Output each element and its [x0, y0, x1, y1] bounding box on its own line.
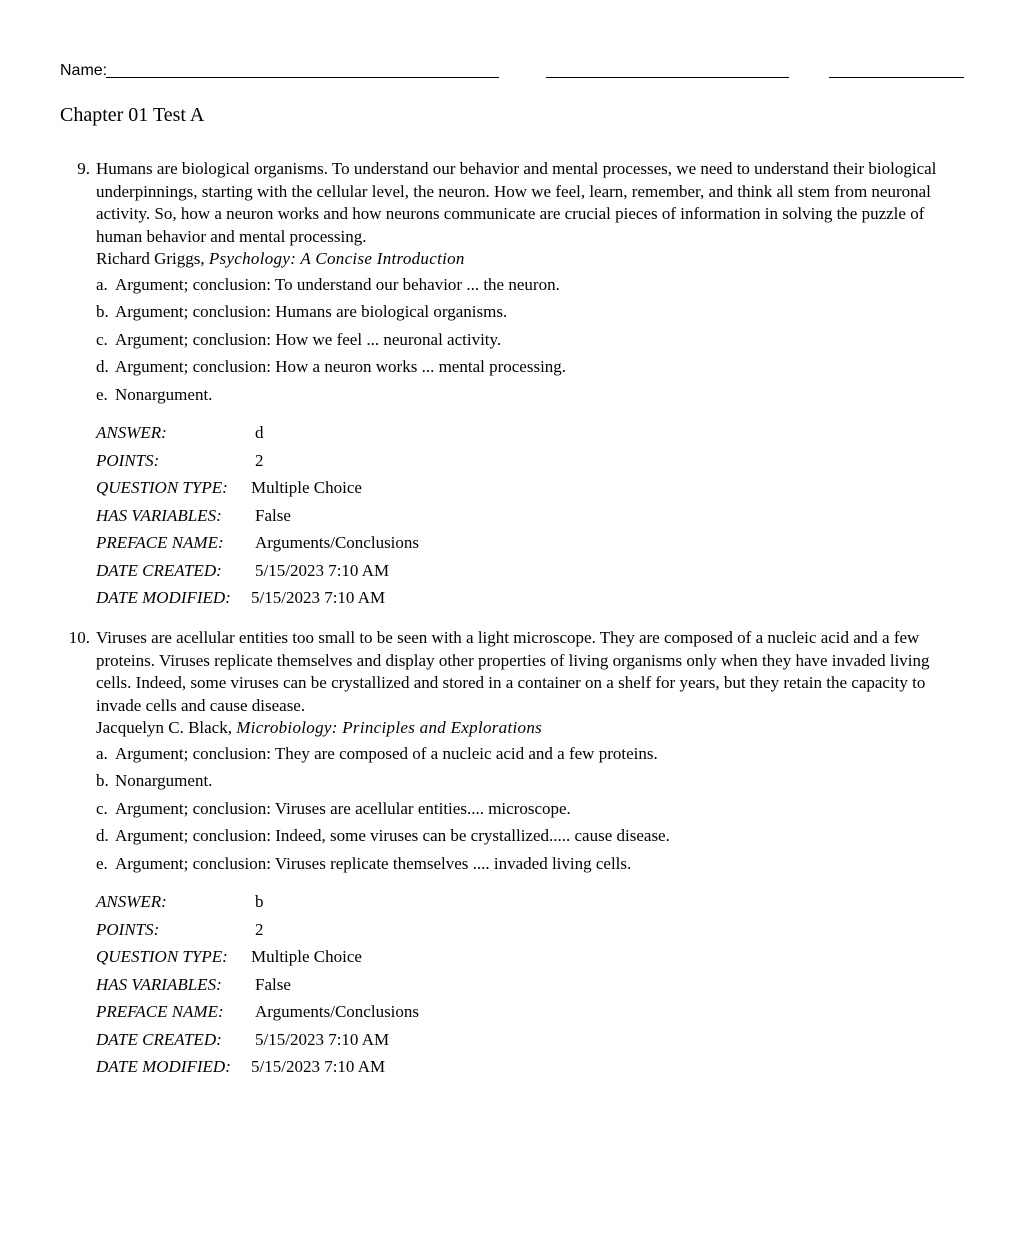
meta-label: QUESTION TYPE: [96, 947, 228, 966]
option-text: Nonargument. [115, 384, 213, 404]
option-text: Argument; conclusion: To understand our behavior ... the neuron. [115, 274, 560, 294]
question-number: 10. [68, 628, 90, 647]
blank-line-2 [546, 77, 789, 78]
meta-label: PREFACE NAME: [96, 1002, 224, 1021]
option-letter: e. [96, 384, 108, 404]
option-text: Argument; conclusion: How a neuron works ... mental processing. [115, 357, 567, 376]
meta-date-created [96, 560, 956, 588]
option-c [96, 329, 956, 357]
meta-value: 2 [255, 919, 264, 939]
option-letter: c. [96, 798, 108, 818]
meta-value: d [255, 423, 264, 442]
option-text: Argument; conclusion: Viruses are acellular entities.... microscope. [115, 798, 571, 818]
meta-label: DATE MODIFIED: [96, 1057, 231, 1076]
option-letter: e. [96, 853, 108, 873]
meta-label: HAS VARIABLES: [96, 974, 222, 994]
meta-value: b [255, 892, 264, 911]
question-body [96, 627, 956, 1084]
meta-preface-name [96, 1001, 956, 1029]
question-10 [60, 627, 960, 1084]
meta-value: 5/15/2023 7:10 AM [251, 1057, 386, 1076]
question-source [96, 248, 956, 271]
question-9 [60, 158, 960, 615]
meta-preface-name [96, 532, 956, 560]
chapter-title: Chapter 01 Test A [60, 104, 205, 126]
option-a [96, 743, 956, 771]
blank-line-3 [829, 77, 964, 78]
meta-label: DATE MODIFIED: [96, 588, 231, 607]
meta-value: 5/15/2023 7:10 AM [255, 560, 390, 580]
meta-value: 5/15/2023 7:10 AM [255, 1029, 390, 1049]
question-number: 9. [77, 159, 90, 178]
meta-has-variables [96, 505, 956, 533]
option-letter: d. [96, 826, 109, 845]
meta-has-variables [96, 974, 956, 1002]
option-letter: c. [96, 329, 108, 349]
meta-label: QUESTION TYPE: [96, 478, 228, 497]
meta-label: POINTS: [96, 919, 160, 939]
meta-label: DATE CREATED: [96, 1029, 222, 1049]
option-letter: d. [96, 357, 109, 376]
source-author: Richard Griggs, [96, 249, 209, 268]
meta-value: 2 [255, 450, 264, 470]
meta-question-type [96, 946, 956, 974]
meta-date-modified [96, 1056, 956, 1084]
question-metadata [96, 891, 956, 1084]
meta-label: HAS VARIABLES: [96, 505, 222, 525]
meta-answer [96, 891, 956, 919]
question-source [96, 717, 956, 740]
question-text: Humans are biological organisms. To understand our behavior and mental processes, we need to understand their biological underpinnings, starting with the cellular level, the neuron. How we feel, learn, remember, and think all stem from neuronal activity. So, how a neuron works and how neurons communicate are crucial pieces of information in solving the puzzle of human behavior and mental processing. [96, 159, 937, 246]
option-letter: b. [96, 771, 109, 790]
option-a [96, 274, 956, 302]
option-text: Argument; conclusion: How we feel ... neuronal activity. [115, 329, 502, 349]
meta-value: Multiple Choice [251, 947, 362, 966]
question-metadata [96, 422, 956, 615]
meta-label: PREFACE NAME: [96, 533, 224, 552]
option-d [96, 356, 956, 384]
meta-label: ANSWER: [96, 892, 167, 911]
meta-points [96, 919, 956, 947]
meta-value: 5/15/2023 7:10 AM [251, 588, 386, 607]
name-blank-line [106, 77, 499, 78]
option-letter: a. [96, 743, 108, 763]
meta-answer [96, 422, 956, 450]
name-label: Name: [60, 62, 108, 79]
meta-value: False [255, 505, 291, 525]
source-author: Jacquelyn C. Black, [96, 718, 237, 737]
meta-value: Multiple Choice [251, 478, 362, 497]
option-e [96, 384, 956, 412]
meta-value: False [255, 974, 291, 994]
options-list [96, 743, 956, 881]
name-row [60, 60, 965, 80]
meta-value: Arguments/Conclusions [255, 1002, 420, 1021]
options-list [96, 274, 956, 412]
meta-question-type [96, 477, 956, 505]
meta-label: DATE CREATED: [96, 560, 222, 580]
meta-value: Arguments/Conclusions [255, 533, 420, 552]
option-text: Argument; conclusion: Viruses replicate themselves .... invaded living cells. [115, 853, 632, 873]
meta-date-modified [96, 587, 956, 615]
option-letter: a. [96, 274, 108, 294]
meta-points [96, 450, 956, 478]
source-title: Microbiology: Principles and Explorations [236, 718, 543, 737]
option-text: Argument; conclusion: Indeed, some viruses can be crystallized..... cause disease. [115, 826, 670, 845]
meta-date-created [96, 1029, 956, 1057]
meta-label: ANSWER: [96, 423, 167, 442]
source-title: Psychology: A Concise Introduction [208, 249, 465, 268]
option-text: Nonargument. [115, 771, 213, 790]
option-e [96, 853, 956, 881]
option-letter: b. [96, 302, 109, 321]
option-c [96, 798, 956, 826]
question-text: Viruses are acellular entities too small to be seen with a light microscope. They are composed of a nucleic acid and a few proteins. Viruses replicate themselves and display other properties of living organisms only when they have invaded living cells. Indeed, some viruses can be crystallized and stored in a container on a shelf for years, but they retain the capacity to invade cells and cause disease. [96, 628, 930, 715]
option-b [96, 770, 956, 798]
meta-label: POINTS: [96, 450, 160, 470]
option-d [96, 825, 956, 853]
option-text: Argument; conclusion: They are composed of a nucleic acid and a few proteins. [115, 743, 658, 763]
option-b [96, 301, 956, 329]
question-body [96, 158, 956, 615]
option-text: Argument; conclusion: Humans are biological organisms. [115, 302, 508, 321]
